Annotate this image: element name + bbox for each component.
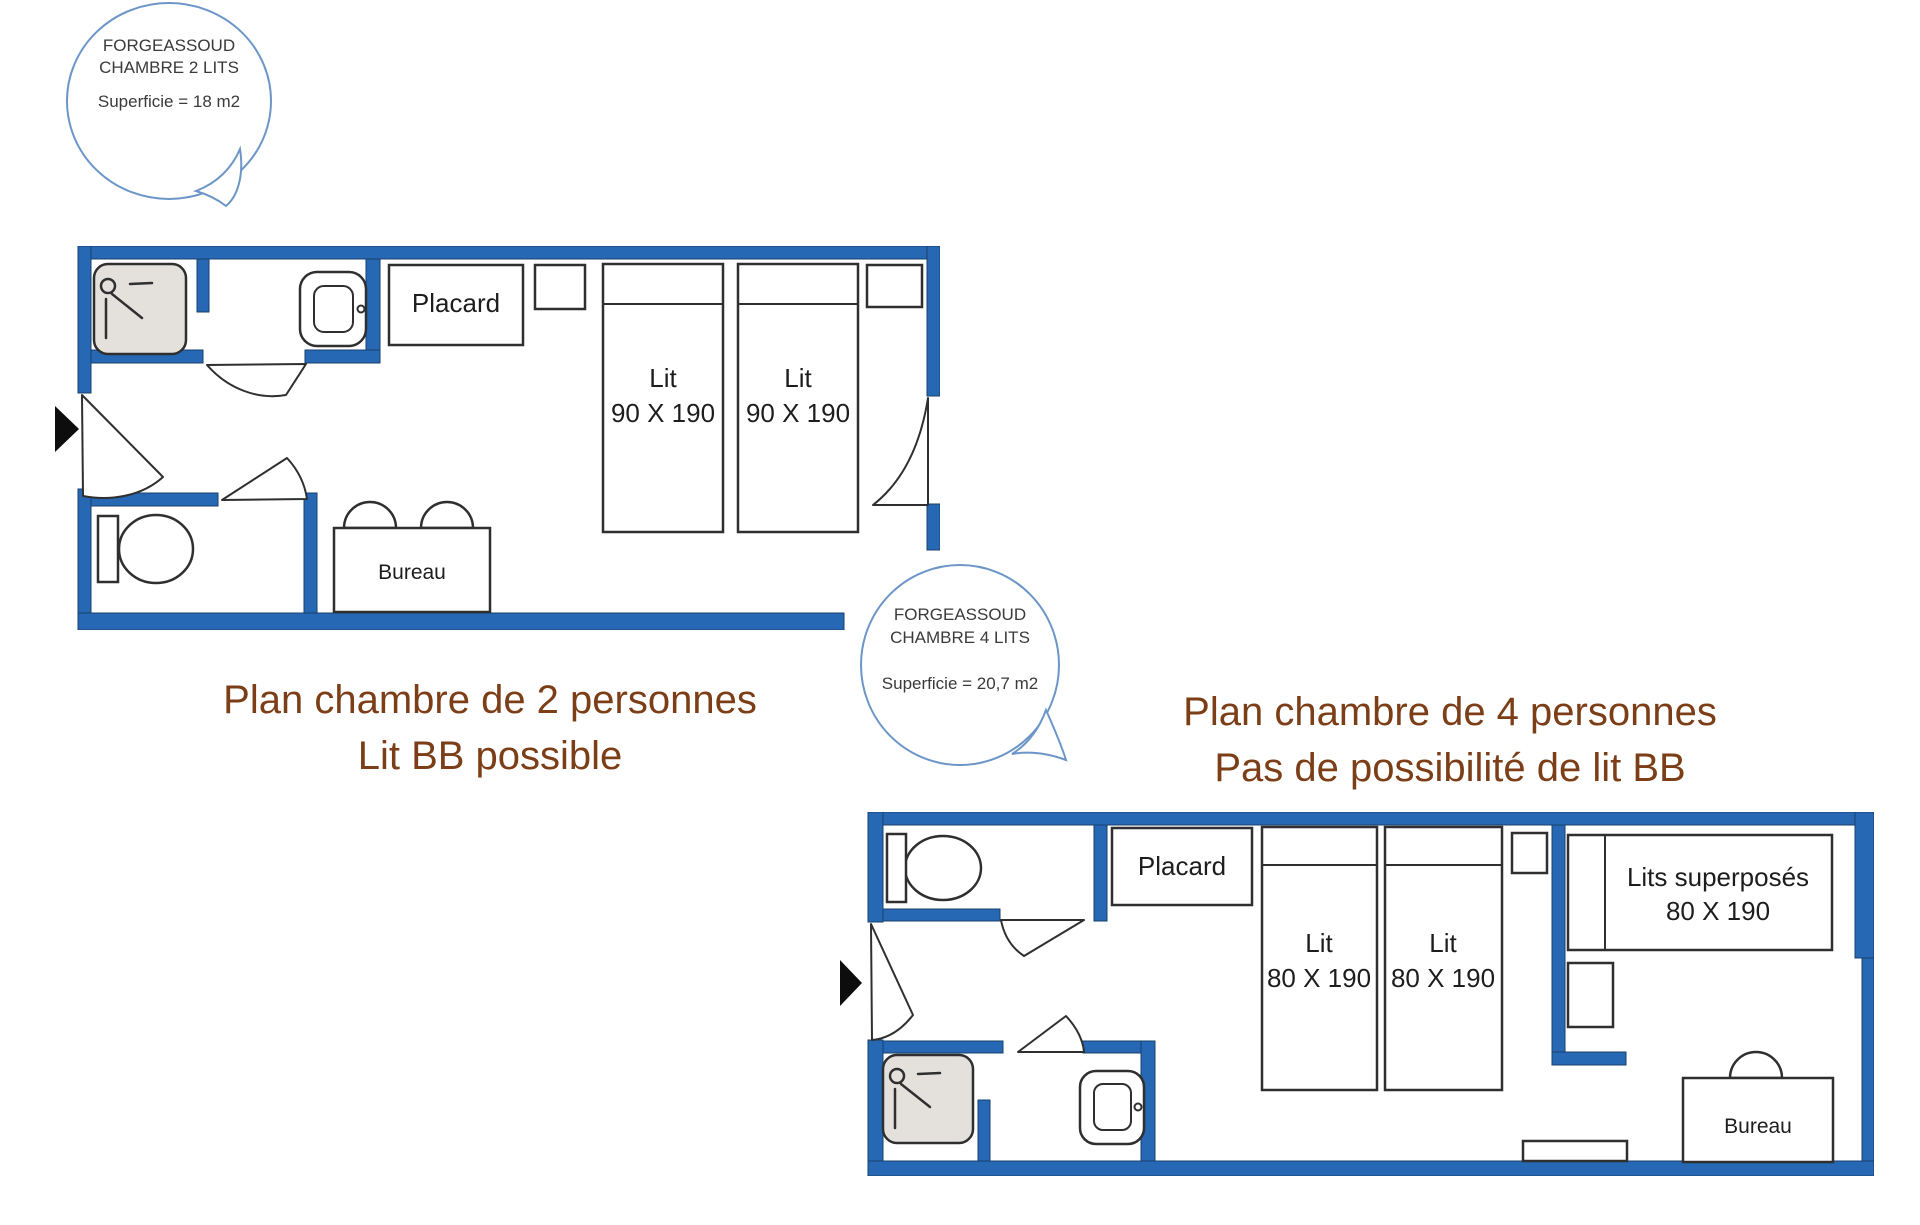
washbasin [300,272,366,346]
wc-wall-right [304,493,317,613]
closet-label: Placard [411,288,501,318]
desk-label: Bureau [378,561,446,584]
bed-size-label: 90 X 190 [610,398,716,428]
bunk-label: Lits superposés [1626,862,1810,892]
entry-door-swing [82,395,163,498]
caption-2-persons [140,672,840,784]
bunk-partition-wall [1552,825,1565,1065]
wall-left-upper [78,246,91,393]
entry-arrow-icon [840,960,862,1006]
toilet [98,515,193,583]
toilet [887,834,981,902]
bubble-title-line1: FORGEASSOUD [893,605,1027,624]
floorplan-2-persons [52,246,940,630]
wc-door-swing [1001,920,1084,956]
shower-tray [94,264,186,354]
bubble-area-text: Superficie = 18 m2 [97,92,241,111]
bunk-beds [1568,835,1832,950]
floorplan-4-persons [836,812,1874,1176]
wall-left-upper [868,812,883,922]
bed-1 [603,264,723,532]
desk [1683,1052,1833,1162]
bunk-size-label: 80 X 190 [1665,896,1771,926]
caption-line2: Lit BB possible [357,734,623,778]
washbasin [1080,1071,1144,1144]
entry-arrow-icon [55,406,79,452]
caption-line2: Pas de possibilité de lit BB [1214,746,1686,790]
bed-label: Lit [1429,928,1457,958]
bed-size-label: 80 X 190 [1266,963,1372,993]
wall-right-upper [1855,812,1874,958]
bed-size-label: 90 X 190 [745,398,851,428]
bed-1 [1262,827,1377,1090]
wall-top [78,246,940,259]
wc-wall-bottom [883,909,1000,921]
bathroom-wall-bottom-right [305,350,380,363]
bed-2 [738,264,858,532]
wall-right-lower [1862,958,1874,1161]
bed-2 [1385,827,1502,1090]
bathroom-door-swing [1018,1016,1084,1052]
wall-right-mid [927,504,940,550]
nightstand [1568,963,1613,1027]
bed-label: Lit [1305,928,1333,958]
wall-left-lower [78,489,91,630]
bubble-title-line2: CHAMBRE 4 LITS [890,628,1030,647]
desk [334,502,490,612]
bubble-area-text: Superficie = 20,7 m2 [881,674,1039,693]
bubble-title-line2: CHAMBRE 2 LITS [99,58,239,77]
wc-wall-right [1094,825,1107,921]
caption-4-persons [1110,684,1790,796]
wall-left-lower [868,1040,883,1176]
caption-line1: Plan chambre de 2 personnes [223,678,757,722]
bed-label: Lit [784,363,812,393]
nightstand [867,265,922,307]
bathroom-wall-top-left [883,1041,1003,1053]
bubble-title-line1: FORGEASSOUD [102,36,236,55]
chair-icon [1730,1052,1782,1078]
bathroom-door-swing [207,364,306,396]
nightstand [535,265,585,309]
bunk-partition-foot [1552,1052,1626,1065]
chair-icon [421,502,473,528]
nightstand [1512,833,1547,873]
wall-bottom [78,613,844,630]
speech-bubble-2lits [60,0,292,214]
bathroom-stub-wall [978,1100,990,1161]
window-door-swing-right [873,398,928,505]
chair-icon [344,502,396,528]
bed-label: Lit [649,363,677,393]
bed-size-label: 80 X 190 [1390,963,1496,993]
bathroom-stub-wall [197,259,209,312]
wall-right-upper [927,246,940,396]
desk-label: Bureau [1724,1115,1792,1138]
wc-door-swing [222,458,307,500]
entry-door-swing [871,924,913,1040]
bathroom-wall-right [366,259,380,363]
wall-top [868,812,1874,825]
closet-label: Placard [1137,851,1227,881]
bench [1523,1141,1627,1161]
caption-line1: Plan chambre de 4 personnes [1183,690,1717,734]
